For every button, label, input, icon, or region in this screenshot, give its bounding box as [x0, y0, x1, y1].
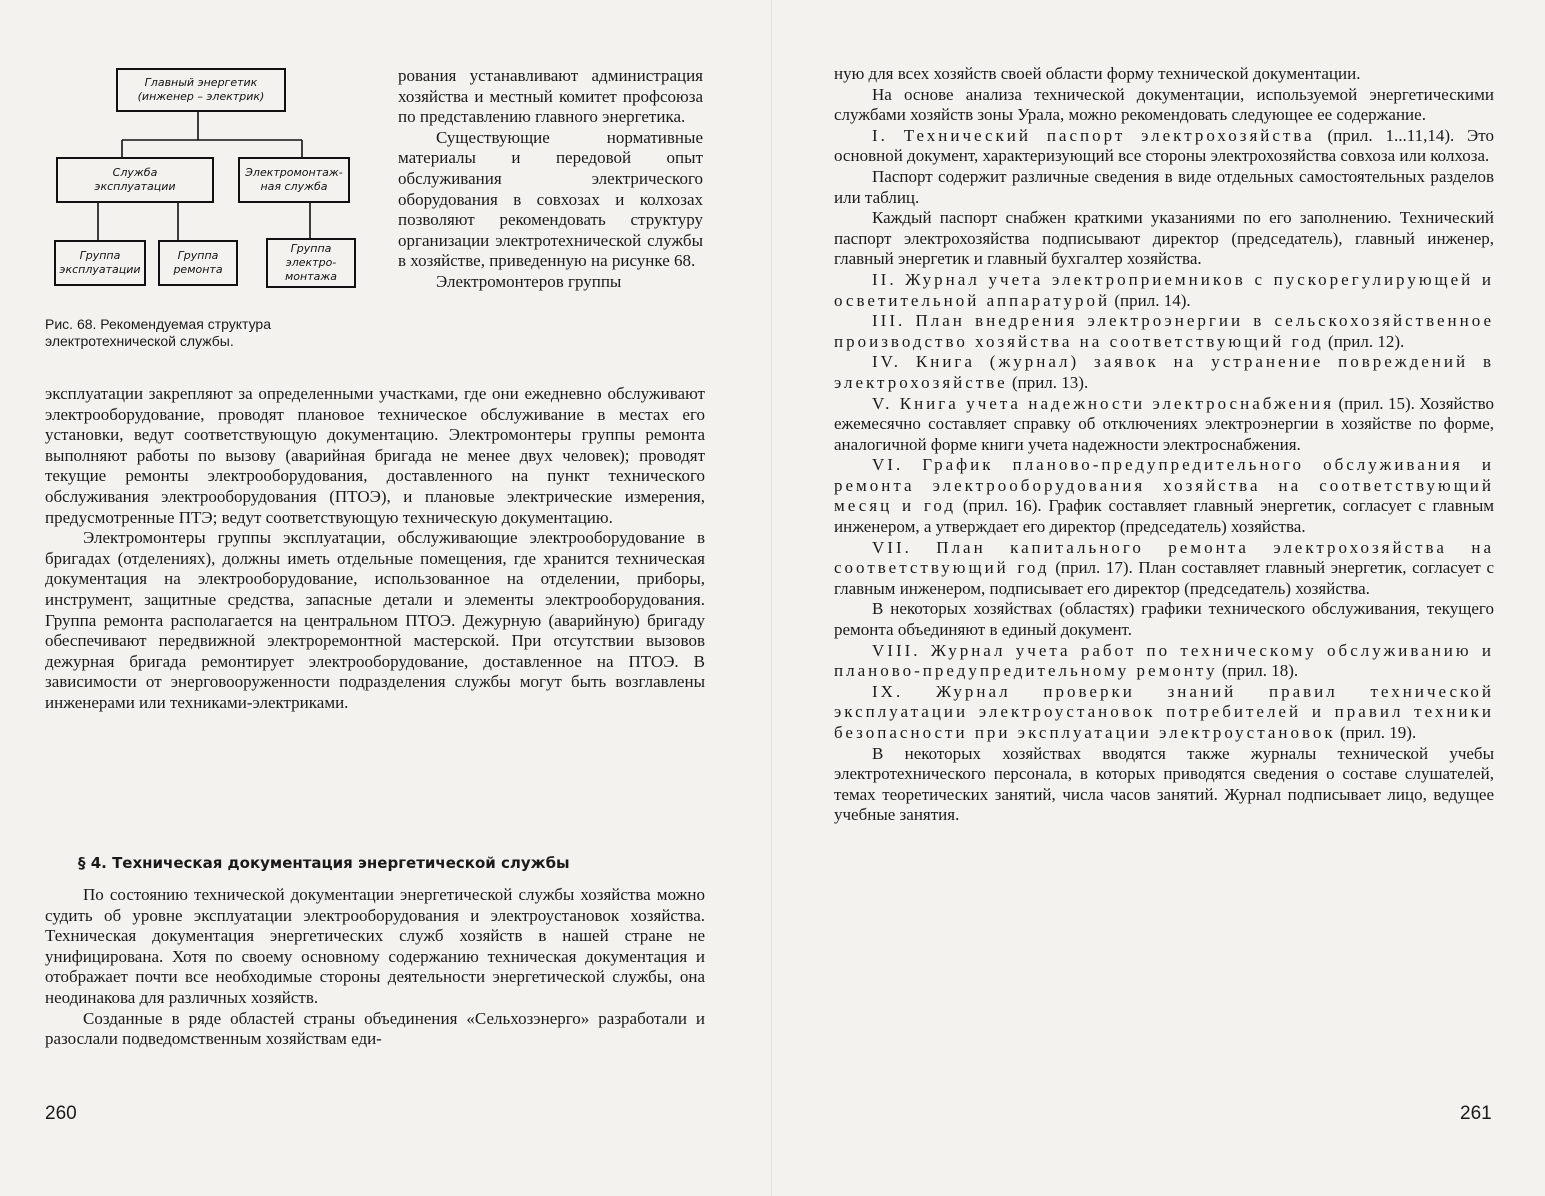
paragraph: рования устанавливают администрация хозяйства и местный комитет профсоюза по представлению главного энергетика. [398, 66, 703, 127]
lead-text: V. Книга учета надежности электроснабжения [872, 393, 1335, 413]
paragraph: эксплуатации закрепляют за определенными участками, где они ежедневно обслуживают электрооборудование, проводят плановое техническое обслуживание в местах его установки, ведут соответствующую документацию. Электромонтеры группы ремонта выполняют работы по вызову (аварийная бригада не менее двух человек); проводят текущие ремонты электрооборудования, доставленного на пункт технического обслуживания электрооборудования (ПТОЭ), и плановые электрические измерения, предусмотренные ПТЭ; ведут соответствующую техническую документацию. [45, 384, 705, 527]
lead-text: VIII. Журнал учета работ по техническому обслуживанию и планово-предупредительному ремонту [834, 640, 1494, 681]
body-text: (прил. 13). [1007, 372, 1089, 392]
list-item [834, 352, 1494, 393]
box-installation-service: Электромонтаж- ная служба [238, 157, 350, 203]
body-text: (прил. 15). Хозяйство ежемесячно составляет справку об отключениях электроэнергии в хозяйстве по форме, аналогичной форме книги учета надежности электроснабжения. [834, 393, 1494, 454]
body-text: (прил. 12). [1323, 331, 1405, 351]
lead-text: VI. График планово-предупредительного обслуживания и ремонта электрооборудования хозяйства на соответствующий месяц и год [834, 455, 1494, 516]
body-text: Каждый паспорт снабжен краткими указаниями по его заполнению. Технический паспорт электрохозяйства подписывают директор (председатель), главный инженер, главный энергетик и главный бухгалтер хозяйства. [834, 208, 1494, 269]
lead-text: IV. Книга (журнал) заявок на устранение повреждений в электрохозяйстве [834, 352, 1494, 392]
lead-text: I. Технический паспорт электрохозяйства [872, 125, 1315, 145]
paragraph: По состоянию технической документации энергетической службы хозяйства можно судить об уровне эксплуатации электрооборудования и электроустановок хозяйства. Техническая документация энергетических служб хозяйств в нашей стране не унифицирована. Хотя по своему основному содержанию техническая документация и отображает почти все необходимые стороны деятельности энергетической службы, она неодинакова для различных хозяйств. [45, 885, 705, 1007]
main-text-block [45, 384, 705, 714]
box-operation-service: Служба эксплуатации [56, 157, 214, 203]
paragraph [834, 64, 1494, 85]
body-text: В некоторых хозяйствах вводятся также журналы технической учебы электротехнического персонала, в которых приводятся сведения о составе слушателей, темах теоретических занятий, числа часов занятий. Журнал подписывает лицо, ведущее учебные занятия. [834, 743, 1494, 825]
paragraph: Электромонтеры группы эксплуатации, обслуживающие электрооборудование в бригадах (отделениях), должны иметь отдельные помещения, где хранится техническая документация на электрооборудование, использованное на отделении, приборы, инструмент, защитные средства, запасные детали и элементы электрооборудования. Группа ремонта располагается на центральном ПТОЭ. Дежурную (аварийную) бригаду обеспечивают передвижной электроремонтной мастерской. При отсутствии вызовов дежурная бригада ремонтирует электрооборудование, доставленное на ПТОЭ. В зависимости от энерговооруженности подразделения службы могут быть возглавлены инженерами или техниками-электриками. [45, 528, 705, 712]
box-chief-energetic: Главный энергетик (инженер – электрик) [116, 68, 286, 112]
right-page [772, 0, 1545, 1196]
lead-text: IX. Журнал проверки знаний правил технической эксплуатации электроустановок потребителей и правил техники безопасности при эксплуатации электроустановок [834, 681, 1494, 742]
section-heading: § 4. Техническая документация энергетической службы [78, 854, 570, 872]
body-text: (прил. 17). План составляет главный энергетик, согласует с главным инженером, подписывает его директор (председатель) хозяйства. [834, 558, 1494, 598]
list-item [834, 641, 1494, 682]
list-item [834, 311, 1494, 352]
page-number: 261 [1460, 1103, 1492, 1124]
body-text: На основе анализа технической документации, используемой энергетическими службами хозяйств зоны Урала, можно рекомендовать следующее ее содержание. [834, 84, 1494, 125]
list-item [834, 126, 1494, 167]
body-text: ную для всех хозяйств своей области форму технической документации. [834, 64, 1361, 83]
paragraph [834, 744, 1494, 826]
list-item [834, 455, 1494, 537]
body-text: (прил. 19). [1335, 723, 1417, 742]
box-repair-group: Группа ремонта [158, 240, 238, 286]
body-text: (прил. 16). График составляет главный энергетик, согласует с главным инженером, а утверждает его директор (председатель) хозяйства. [834, 496, 1494, 537]
document-list [834, 64, 1494, 826]
box-operation-group: Группа эксплуатации [54, 240, 146, 286]
paragraph: Существующие нормативные материалы и передовой опыт обслуживания электрического оборудования в совхозах и колхозах позволяют рекомендовать структуру организации электротехнической службы в хозяйстве, приведенную на рисунке 68. [398, 127, 703, 271]
right-column-text [398, 66, 703, 293]
paragraph: Созданные в ряде областей страны объединения «Сельхозэнерго» разработали и разослали подведомственным хозяйствам еди- [45, 1008, 705, 1049]
list-item [834, 270, 1494, 311]
body-text: Паспорт содержит различные сведения в виде отдельных самостоятельных разделов или таблиц. [834, 166, 1494, 207]
body-text: (прил. 14). [1110, 290, 1191, 310]
body-text: В некоторых хозяйствах (областях) графики технического обслуживания, текущего ремонта объединяют в единый документ. [834, 599, 1494, 640]
lead-text: II. Журнал учета электроприемников с пускорегулирующей и осветительной аппаратурой [834, 269, 1494, 310]
lead-text: VII. План капитального ремонта электрохозяйства на соответствующий год [834, 537, 1494, 578]
org-structure-diagram [50, 60, 370, 290]
paragraph [834, 208, 1494, 270]
section-text-block [45, 885, 705, 1050]
page-number: 260 [45, 1103, 77, 1124]
lead-text: III. План внедрения электроэнергии в сельскохозяйственное производство хозяйства на соответствующий год [834, 311, 1494, 351]
paragraph [834, 85, 1494, 126]
paragraph [834, 167, 1494, 208]
paragraph: Электромонтеров группы [436, 271, 622, 291]
paragraph [834, 599, 1494, 640]
box-installation-group: Группа электро- монтажа [266, 238, 356, 288]
left-page [0, 0, 772, 1196]
list-item [834, 682, 1494, 744]
list-item [834, 394, 1494, 456]
figure-caption: Рис. 68. Рекомендуемая структура электротехнической службы. [45, 316, 271, 349]
body-text: (прил. 1...11,14). Это основной документ, характеризующий все стороны электрохозяйства совхоза или колхоза. [834, 125, 1494, 166]
body-text: (прил. 18). [1217, 661, 1299, 681]
list-item [834, 538, 1494, 600]
